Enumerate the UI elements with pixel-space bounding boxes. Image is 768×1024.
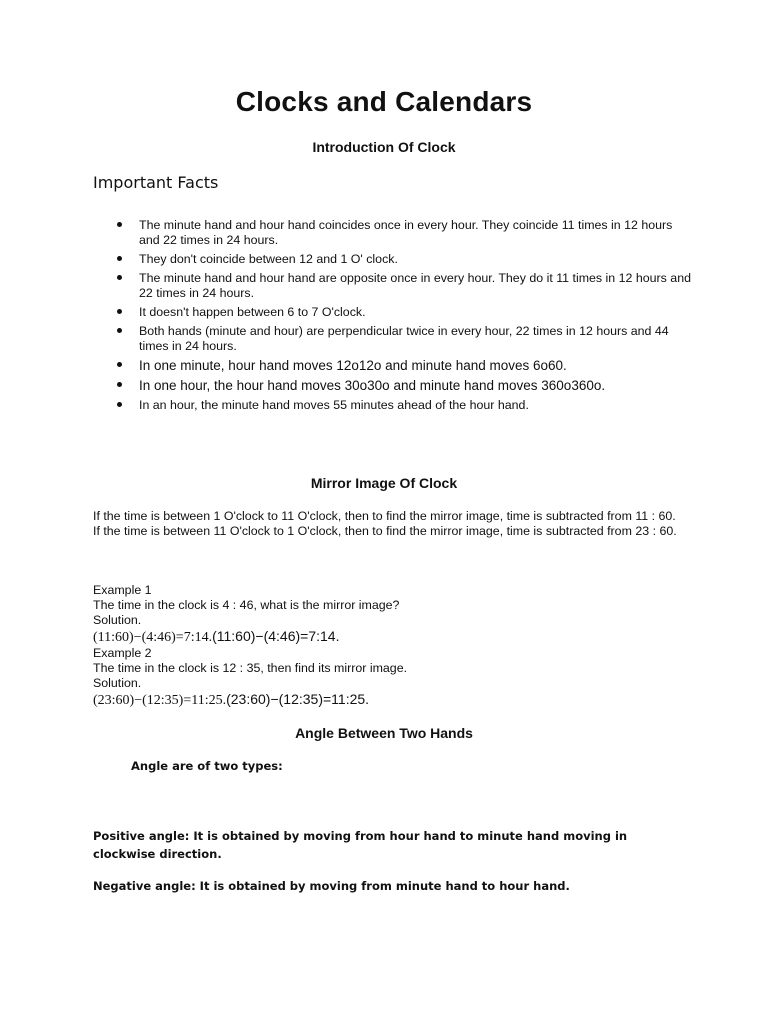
example-1-solution-label: Solution. (93, 613, 142, 627)
intro-heading: Introduction Of Clock (312, 139, 456, 155)
math-serif: (23:60)−(12:35)=11:25. (93, 693, 227, 708)
mirror-rule: If the time is between 11 O'clock to 1 O'clock, then to find the mirror image, time is subtracted from 23 : 60. (93, 524, 677, 538)
list-item: In one minute, hour hand moves 12o12o and minute hand moves 6o60. (93, 358, 693, 374)
negative-angle: Negative angle: It is obtained by moving from minute hand to hour hand. (93, 879, 570, 893)
facts-list (93, 218, 693, 417)
list-item: They don't coincide between 12 and 1 O' clock. (93, 252, 693, 267)
example-1-solution-math (93, 628, 693, 646)
document-title: Clocks and Calendars (235, 86, 533, 117)
mirror-rule: If the time is between 1 O'clock to 11 O'clock, then to find the mirror image, time is subtracted from 11 : 60. (93, 509, 676, 523)
mirror-heading: Mirror Image Of Clock (310, 475, 458, 491)
facts-heading: Important Facts (93, 173, 219, 192)
positive-angle: Positive angle: It is obtained by moving from hour hand to minute hand moving in clockwise direction. (93, 829, 628, 861)
list-item: The minute hand and hour hand are opposite once in every hour. They do it 11 times in 12 hours and 22 times in 24 hours. (93, 271, 693, 301)
example-1-label: Example 1 (93, 583, 152, 597)
math-serif: (11:60)−(4:46)=7:14. (93, 630, 213, 645)
math-sans: (23:60)−(12:35)=11:25. (226, 691, 370, 707)
mirror-rules (93, 509, 693, 539)
example-2-solution-math (93, 691, 693, 709)
example-1-question: The time in the clock is 4 : 46, what is the mirror image? (93, 598, 400, 612)
angle-heading: Angle Between Two Hands (295, 725, 473, 741)
list-item: The minute hand and hour hand coincides once in every hour. They coincide 11 times in 12 hours and 22 times in 24 hours. (93, 218, 693, 248)
example-2-solution-label: Solution. (93, 676, 142, 690)
example-2-label: Example 2 (93, 646, 152, 660)
list-item: In an hour, the minute hand moves 55 minutes ahead of the hour hand. (93, 398, 693, 413)
list-item: In one hour, the hour hand moves 30o30o and minute hand moves 360o360o. (93, 378, 693, 394)
list-item: Both hands (minute and hour) are perpendicular twice in every hour, 22 times in 12 hours and 44 times in 24 hours. (93, 324, 693, 354)
angle-types: Angle are of two types: (131, 759, 283, 773)
example-2-question: The time in the clock is 12 : 35, then find its mirror image. (93, 661, 408, 675)
list-item: It doesn't happen between 6 to 7 O'clock. (93, 305, 693, 320)
mirror-examples (93, 583, 693, 709)
math-sans: (11:60)−(4:46)=7:14. (212, 628, 340, 644)
